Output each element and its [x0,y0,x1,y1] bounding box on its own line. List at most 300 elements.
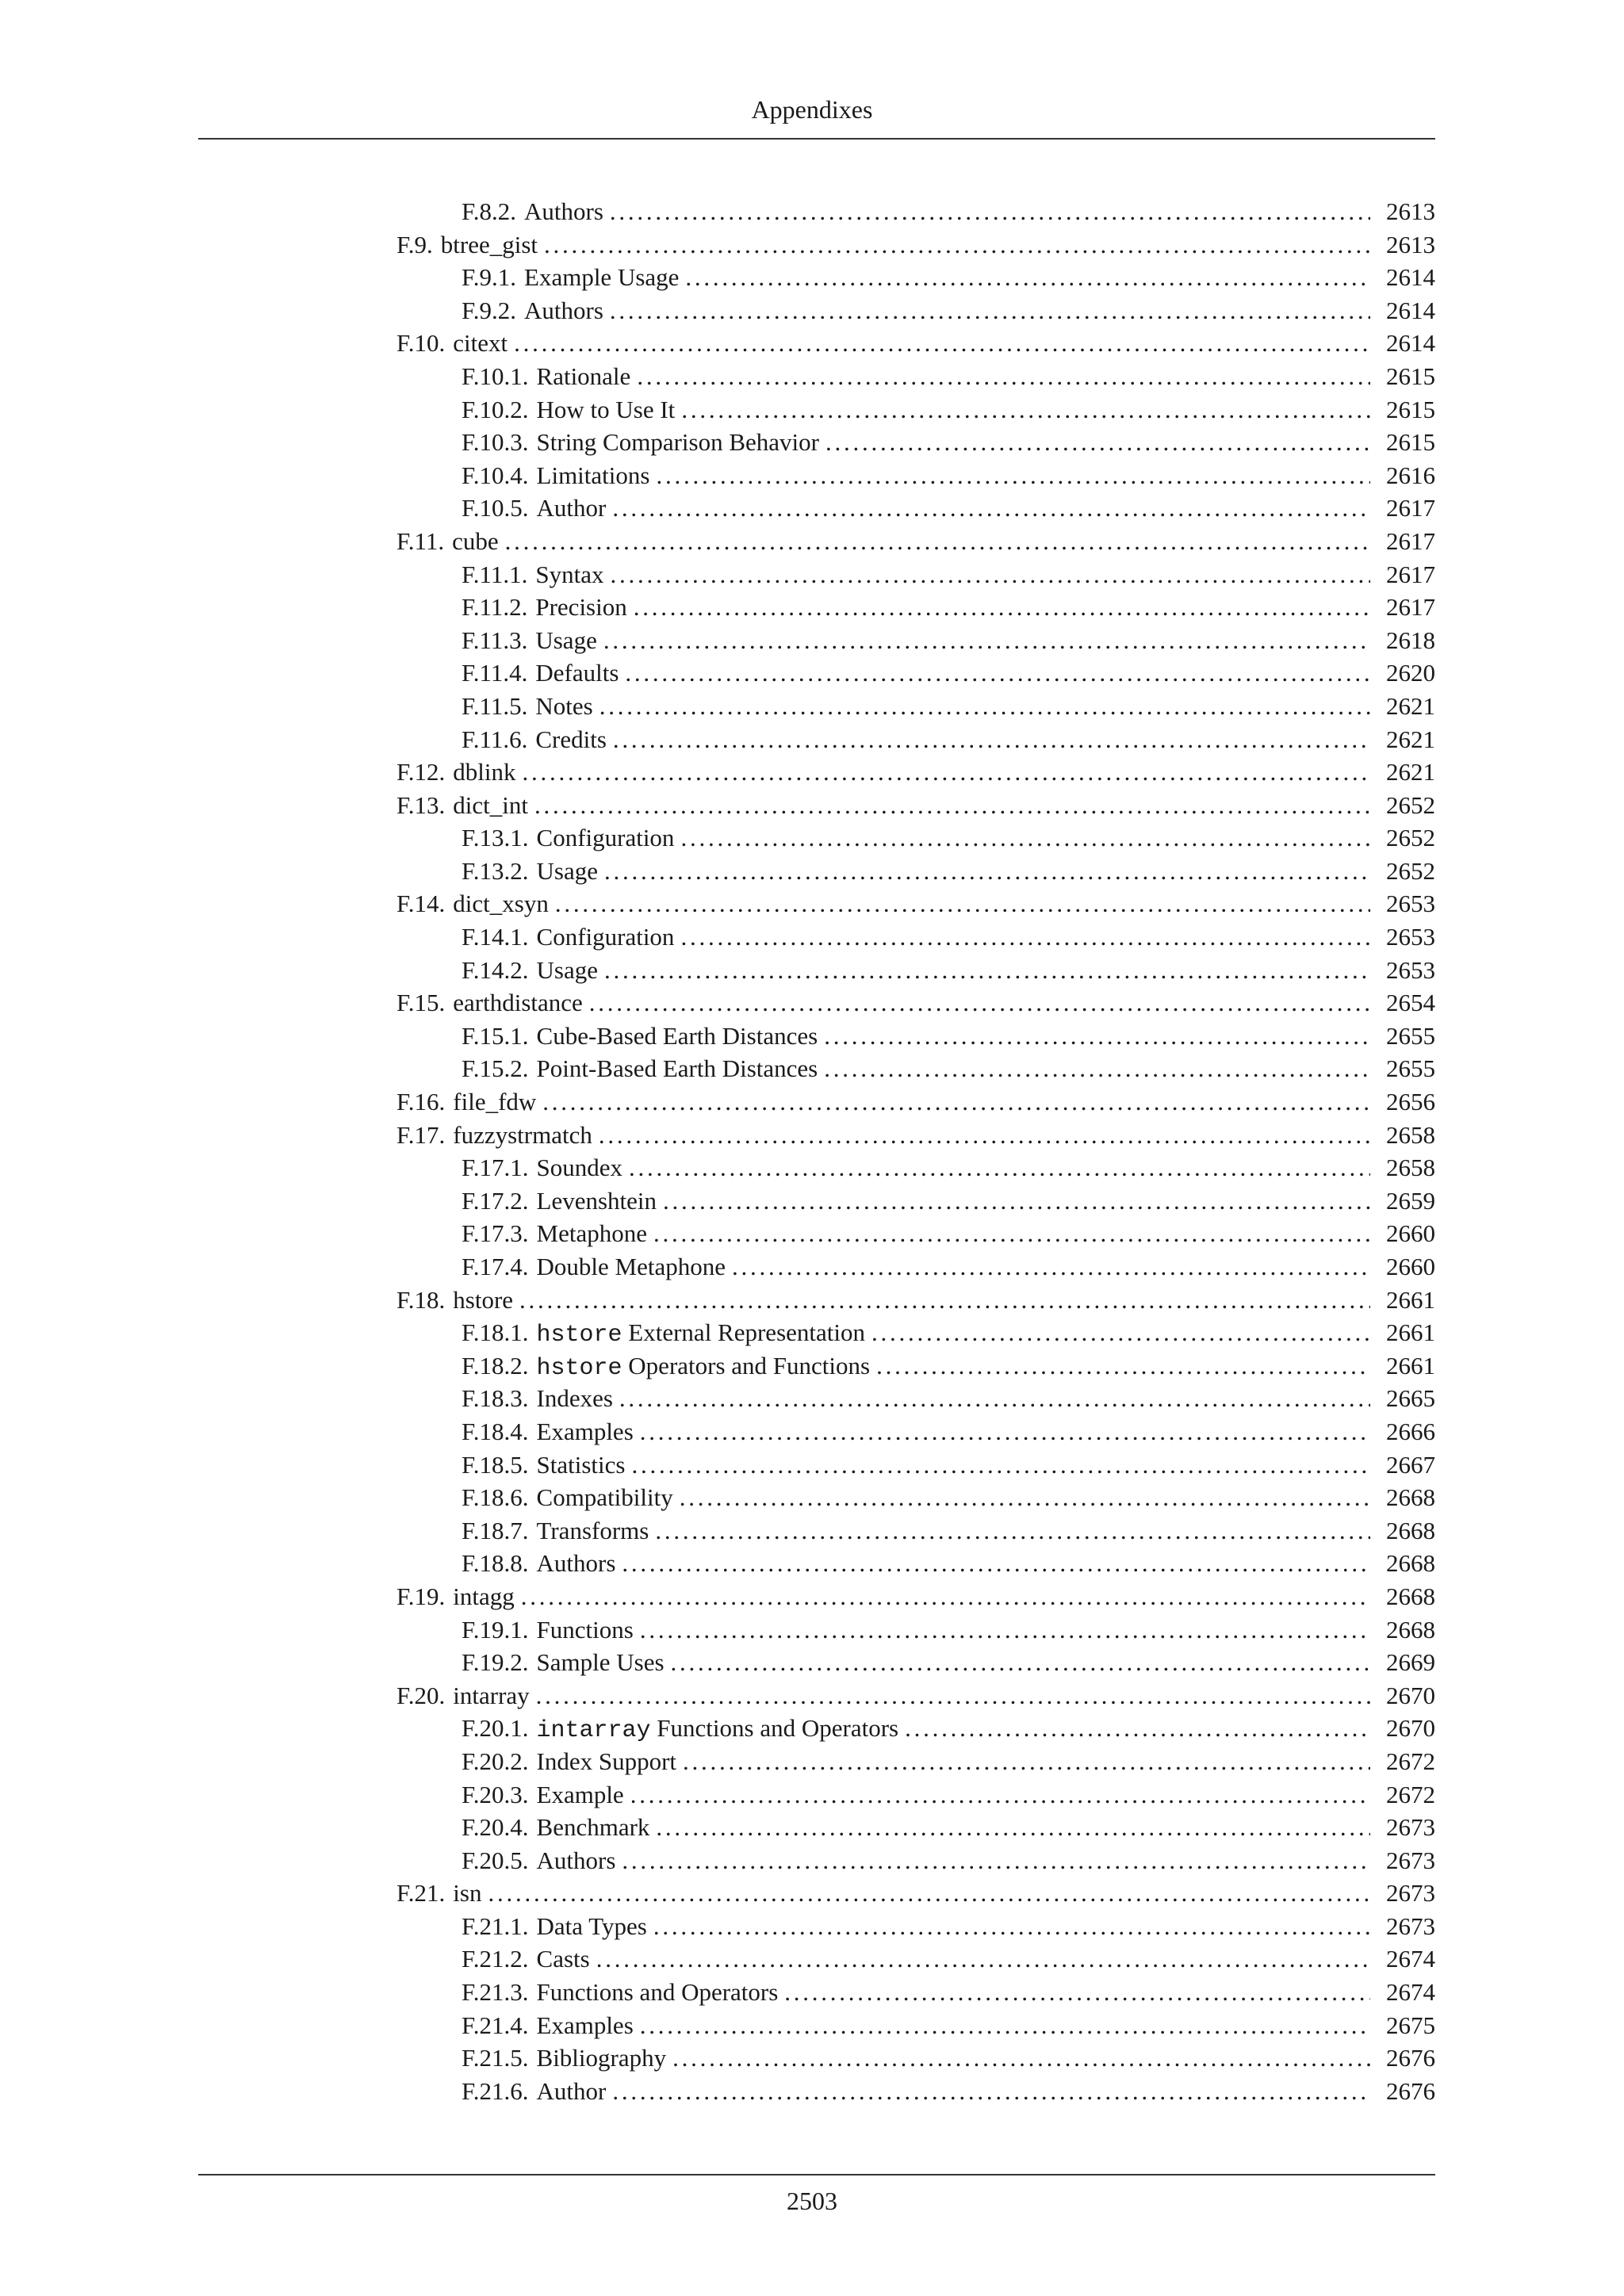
toc-entry-title: Cube-Based Earth Distances [536,1021,818,1050]
toc-entry[interactable] [396,393,1435,427]
toc-entry-page: 2617 [1386,494,1435,522]
toc-entry-page: 2621 [1386,725,1435,753]
toc-entry-title: Rationale [536,362,631,390]
toc-entry[interactable] [396,1184,1435,1218]
dot-leader [685,261,1370,294]
toc-entry-page: 2617 [1386,560,1435,588]
toc-entry-page: 2659 [1386,1186,1435,1215]
toc-entry-number: F.13.2. [462,856,529,885]
dot-leader [653,1217,1370,1250]
toc-entry-number: F.21.1. [462,1911,529,1940]
toc-entry[interactable] [396,1448,1435,1482]
dot-leader [599,1119,1370,1152]
toc-entry-title: Data Types [536,1911,647,1940]
toc-entry-title: Indexes [536,1384,613,1413]
toc-entry-code: hstore [536,1322,622,1349]
toc-entry-page: 2617 [1386,526,1435,555]
dot-leader [613,723,1370,756]
toc-entry-title-text: Operators and Functions [628,1351,871,1380]
toc-entry-page: 2652 [1386,790,1435,819]
toc-entry-page: 2652 [1386,856,1435,885]
toc-entry-number: F.14. [396,890,446,918]
toc-entry-title: Casts [536,1945,590,1973]
toc-entry-title [537,1712,899,1748]
dot-leader [610,558,1370,591]
toc-entry-code: hstore [536,1354,622,1382]
dot-leader [655,1514,1370,1548]
toc-entry[interactable] [396,2075,1435,2108]
dot-leader [640,2009,1370,2042]
toc-entry[interactable] [396,1382,1435,1415]
toc-entry-title: Notes [535,691,593,720]
toc-entry-title: Point-Based Earth Distances [536,1054,818,1083]
dot-leader [521,1580,1370,1613]
toc-entry-page: 2658 [1386,1120,1435,1149]
dot-leader [683,1745,1370,1778]
header-rule [198,138,1435,140]
dot-leader [610,294,1370,327]
dot-leader [604,855,1370,888]
toc-entry-number: F.11.1. [462,560,528,588]
dot-leader [640,1613,1370,1647]
toc-entry-title: Authors [524,197,603,225]
toc-entry-page: 2652 [1386,824,1435,852]
toc-entry-number: F.13. [396,790,446,819]
toc-entry-page: 2673 [1386,1813,1435,1842]
dot-leader [599,690,1370,723]
toc-entry[interactable] [396,228,1435,262]
toc-entry[interactable] [396,1712,1435,1745]
toc-entry-number: F.15.1. [462,1021,529,1050]
dot-leader [604,954,1370,987]
toc-entry[interactable] [396,855,1435,888]
toc-entry-number: F.18.6. [462,1483,529,1512]
toc-entry-number: F.17. [396,1120,446,1149]
toc-entry-page: 2661 [1386,1318,1435,1347]
dot-leader [825,426,1370,459]
toc-entry-page: 2655 [1386,1054,1435,1083]
toc-entry[interactable] [396,656,1435,690]
toc-entry[interactable] [396,821,1435,855]
dot-leader [681,393,1370,427]
toc-entry-page: 2661 [1386,1351,1435,1380]
toc-entry-number: F.18.5. [462,1450,529,1479]
toc-entry[interactable] [396,920,1435,954]
toc-entry-page: 2656 [1386,1088,1435,1116]
toc-entry[interactable] [396,1580,1435,1613]
toc-entry[interactable] [396,624,1435,657]
dot-leader [505,525,1370,558]
toc-entry[interactable] [396,1910,1435,1943]
dot-leader [637,360,1370,393]
toc-entry-page: 2613 [1386,230,1435,258]
toc-entry-title: Functions [536,1615,634,1644]
toc-entry[interactable] [396,1415,1435,1448]
dot-leader [905,1712,1370,1745]
toc-entry[interactable] [396,723,1435,756]
toc-entry-page: 2666 [1386,1417,1435,1445]
running-header: Appendixes [751,95,873,124]
dot-leader [622,1844,1370,1877]
toc-entry-number: F.11.5. [462,691,528,720]
toc-entry[interactable] [396,1020,1435,1053]
dot-leader [876,1349,1370,1383]
toc-entry-title: String Comparison Behavior [536,428,819,457]
toc-entry-number: F.9. [396,230,433,258]
toc-entry-title: Statistics [536,1450,626,1479]
toc-entry[interactable] [396,986,1435,1020]
toc-entry-number: F.13.1. [462,824,529,852]
toc-entry-title: fuzzystrmatch [453,1120,592,1149]
toc-entry-number: F.17.2. [462,1186,529,1215]
toc-entry-number: F.15. [396,989,446,1017]
toc-entry-page: 2674 [1386,1945,1435,1973]
toc-entry-title: Examples [536,1417,634,1445]
footer-rule [198,2174,1435,2175]
dot-leader [824,1052,1370,1085]
toc-entry[interactable] [396,1316,1435,1349]
dot-leader [544,228,1370,262]
toc-entry-number: F.21.2. [462,1945,529,1973]
dot-leader [656,459,1370,492]
toc-entry[interactable] [396,2042,1435,2075]
toc-entry-page: 2653 [1386,955,1435,984]
toc-entry-page: 2673 [1386,1846,1435,1874]
toc-entry-number: F.10.1. [462,362,529,390]
toc-entry-title: file_fdw [453,1088,537,1116]
toc-entry-number: F.10. [396,329,446,358]
toc-entry[interactable] [396,1877,1435,1910]
toc-entry-title: citext [453,329,508,358]
toc-entry-number: F.19. [396,1582,446,1610]
toc-entry-title [537,1349,871,1386]
toc-entry-title: Authors [536,1549,616,1578]
toc-entry-title: How to Use It [536,395,676,423]
toc-entry-title: isn [453,1879,482,1908]
dot-leader [519,1284,1370,1317]
toc-entry-number: F.17.3. [462,1219,529,1248]
toc-entry-page: 2616 [1386,461,1435,489]
toc-entry-number: F.18.2. [462,1351,529,1380]
toc-entry-title: Sample Uses [536,1648,665,1677]
dot-leader [680,920,1370,954]
toc-entry[interactable] [396,1217,1435,1250]
toc-entry-page: 2621 [1386,758,1435,786]
toc-entry[interactable] [396,1119,1435,1152]
toc-entry-page: 2668 [1386,1582,1435,1610]
toc-entry-number: F.21.5. [462,2044,529,2072]
toc-entry-page: 2660 [1386,1253,1435,1280]
toc-entry-number: F.19.2. [462,1648,529,1677]
toc-entry-page: 2613 [1386,197,1435,225]
dot-leader [672,2042,1370,2075]
toc-entry-title: Metaphone [536,1219,647,1248]
toc-entry-page: 2674 [1386,1978,1435,2007]
toc-entry-title: Examples [536,2011,634,2039]
toc-entry-number: F.14.2. [462,955,529,984]
dot-leader [514,327,1370,360]
dot-leader [629,1151,1370,1184]
toc-entry-number: F.15.2. [462,1054,529,1083]
toc-entry-number: F.10.3. [462,428,529,457]
dot-leader [596,1942,1370,1976]
toc-entry-number: F.9.1. [462,263,517,292]
toc-entry-number: F.11.3. [462,626,528,654]
toc-entry[interactable] [396,327,1435,360]
toc-entry[interactable] [396,1085,1435,1119]
toc-entry-page: 2653 [1386,890,1435,918]
toc-entry-title: intarray [453,1681,530,1709]
toc-entry-number: F.21. [396,1879,446,1908]
toc-entry-number: F.20.5. [462,1846,529,1874]
toc-entry-number: F.20.1. [462,1714,529,1743]
toc-entry-title-text: Functions and Operators [657,1714,899,1743]
toc-entry-number: F.18.8. [462,1549,529,1578]
toc-entry-page: 2676 [1386,2076,1435,2105]
toc-entry-page: 2660 [1386,1219,1435,1248]
dot-leader [631,1448,1370,1482]
dot-leader [589,986,1370,1020]
toc-entry-page: 2668 [1386,1549,1435,1578]
toc-entry[interactable] [396,1811,1435,1844]
toc-entry[interactable] [396,1481,1435,1514]
toc-entry-page: 2655 [1386,1021,1435,1050]
toc-entry[interactable] [396,1151,1435,1184]
toc-entry-title: Functions and Operators [536,1978,779,2007]
dot-leader [542,1085,1370,1119]
toc-entry-title: Precision [535,593,627,622]
dot-leader [534,789,1370,822]
toc-entry-number: F.11.6. [462,725,528,753]
toc-entry-number: F.20.3. [462,1780,529,1808]
toc-entry-title: Authors [524,296,603,324]
dot-leader [619,1382,1370,1415]
toc-entry[interactable] [396,1547,1435,1580]
page-number: 2503 [787,2187,837,2215]
toc-entry-title: btree_gist [440,230,538,258]
toc-entry-page: 2665 [1386,1384,1435,1413]
dot-leader [653,1910,1370,1943]
toc-entry-page: 2614 [1386,296,1435,324]
toc-entry[interactable] [396,492,1435,525]
toc-entry-number: F.20. [396,1681,446,1709]
toc-entry-page: 2668 [1386,1516,1435,1544]
toc-entry-page: 2621 [1386,691,1435,720]
toc-entry-number: F.14.1. [462,923,529,951]
dot-leader [784,1976,1370,2009]
toc-entry-title: Levenshtein [536,1186,657,1215]
toc-entry-title: Credits [535,725,607,753]
toc-entry-number: F.20.4. [462,1813,529,1842]
toc-entry-title: dblink [453,758,516,786]
toc-entry-title: dict_int [453,790,528,819]
toc-entry-page: 2672 [1386,1747,1435,1775]
toc-entry-page: 2615 [1386,428,1435,457]
toc-entry[interactable] [396,1844,1435,1877]
toc-entry-title: Configuration [536,824,675,852]
toc-entry-page: 2620 [1386,659,1435,687]
dot-leader [732,1250,1370,1284]
toc-entry[interactable] [396,525,1435,558]
toc-entry-page: 2658 [1386,1154,1435,1182]
toc-entry-page: 2672 [1386,1780,1435,1808]
toc-entry-page: 2661 [1386,1285,1435,1314]
toc-entry-page: 2675 [1386,2011,1435,2039]
dot-leader [523,756,1371,789]
toc-entry[interactable] [396,195,1435,228]
toc-entry-title: hstore [453,1285,514,1314]
toc-entry[interactable] [396,558,1435,591]
dot-leader [622,1547,1370,1580]
toc-entry-title [537,1316,865,1353]
dot-leader [663,1184,1370,1218]
toc-entry-number: F.11. [396,526,445,555]
toc-entry-number: F.18. [396,1285,446,1314]
toc-entry-number: F.21.3. [462,1978,529,2007]
toc-entry-title: Example [536,1780,624,1808]
toc-entry-number: F.10.4. [462,461,529,489]
toc-entry-title: cube [452,526,499,555]
toc-entry-number: F.18.7. [462,1516,529,1544]
dot-leader [634,591,1370,624]
dot-leader [555,887,1370,920]
toc-entry-title: Author [536,2076,607,2105]
toc-entry-page: 2614 [1386,329,1435,358]
toc-entry-number: F.10.2. [462,395,529,423]
dot-leader [824,1020,1370,1053]
toc-entry-number: F.21.6. [462,2076,529,2105]
toc-entry-number: F.16. [396,1088,446,1116]
toc-entry-title: Limitations [536,461,650,489]
toc-entry-title: Usage [535,626,597,654]
toc-entry-page: 2673 [1386,1911,1435,1940]
toc-entry[interactable] [396,1679,1435,1712]
toc-entry-title: Transforms [536,1516,649,1544]
toc-entry-title: Usage [536,856,598,885]
toc-entry-title-text: External Representation [628,1318,865,1347]
toc-entry-title: Soundex [536,1154,623,1182]
toc-entry-page: 2669 [1386,1648,1435,1677]
toc-entry-page: 2618 [1386,626,1435,654]
dot-leader [625,656,1370,690]
toc-entry-number: F.12. [396,758,446,786]
toc-entry[interactable] [396,1646,1435,1679]
dot-leader [603,624,1370,657]
dot-leader [680,821,1370,855]
toc-entry-page: 2653 [1386,923,1435,951]
toc-entry-page: 2617 [1386,593,1435,622]
toc-entry[interactable] [396,591,1435,624]
toc-entry-page: 2673 [1386,1879,1435,1908]
toc-entry-page: 2670 [1386,1681,1435,1709]
dot-leader [536,1679,1370,1712]
toc-entry-title: Double Metaphone [536,1253,726,1280]
toc-entry-page: 2615 [1386,395,1435,423]
toc-entry-title: Defaults [535,659,619,687]
toc-entry-page: 2654 [1386,989,1435,1017]
dot-leader [671,1646,1370,1679]
toc-entry-title: Index Support [536,1747,677,1775]
toc-entry[interactable] [396,1942,1435,1976]
toc-entry[interactable] [396,789,1435,822]
toc-entry[interactable] [396,1284,1435,1317]
dot-leader [610,195,1370,228]
toc-entry[interactable] [396,426,1435,459]
toc-entry-number: F.9.2. [462,296,517,324]
toc-entry-number: F.18.3. [462,1384,529,1413]
toc-entry[interactable] [396,1613,1435,1647]
toc-entry[interactable] [396,1745,1435,1778]
toc-entry-title: Author [536,494,607,522]
dot-leader [680,1481,1370,1514]
toc-entry-page: 2614 [1386,263,1435,292]
toc-entry[interactable] [396,1778,1435,1812]
dot-leader [656,1811,1370,1844]
toc-entry-title: intagg [453,1582,515,1610]
toc-entry-page: 2667 [1386,1450,1435,1479]
toc-entry-number: F.19.1. [462,1615,529,1644]
toc-entry[interactable] [396,690,1435,723]
toc-entry[interactable] [396,756,1435,789]
toc-entry-page: 2668 [1386,1615,1435,1644]
toc-entry-title: Authors [536,1846,616,1874]
toc-entry-number: F.8.2. [462,197,517,225]
toc-entry-title: Syntax [535,560,604,588]
toc-entry[interactable] [396,1250,1435,1284]
toc-entry[interactable] [396,1052,1435,1085]
toc-entry-number: F.20.2. [462,1747,529,1775]
toc-entry-title: Benchmark [536,1813,650,1842]
toc-entry-number: F.17.4. [462,1253,529,1280]
dot-leader [630,1778,1370,1812]
toc-entry-title: Example Usage [524,263,680,292]
toc-entry[interactable] [396,1349,1435,1383]
table-of-contents [396,195,1435,2107]
toc-entry-title: Usage [536,955,598,984]
toc-entry[interactable] [396,1976,1435,2009]
dot-leader [488,1877,1370,1910]
toc-entry[interactable] [396,887,1435,920]
toc-entry[interactable] [396,954,1435,987]
toc-entry-number: F.11.2. [462,593,528,622]
toc-entry-title: dict_xsyn [453,890,549,918]
toc-entry-page: 2676 [1386,2044,1435,2072]
toc-entry[interactable] [396,2009,1435,2042]
dot-leader [612,492,1370,525]
dot-leader [612,2075,1370,2108]
toc-entry-page: 2615 [1386,362,1435,390]
toc-entry-title: Bibliography [536,2044,667,2072]
dot-leader [871,1316,1370,1349]
toc-entry-code: intarray [536,1717,651,1745]
dot-leader [640,1415,1370,1448]
toc-entry[interactable] [396,294,1435,327]
toc-entry[interactable] [396,459,1435,492]
toc-entry[interactable] [396,261,1435,294]
toc-entry-number: F.10.5. [462,494,529,522]
toc-entry-number: F.11.4. [462,659,528,687]
toc-entry[interactable] [396,1514,1435,1548]
toc-entry-number: F.18.4. [462,1417,529,1445]
toc-entry-title: Compatibility [536,1483,673,1512]
toc-entry-page: 2670 [1386,1714,1435,1743]
toc-entry-page: 2668 [1386,1483,1435,1512]
toc-entry-number: F.21.4. [462,2011,529,2039]
toc-entry-number: F.17.1. [462,1154,529,1182]
toc-entry-number: F.18.1. [462,1318,529,1347]
toc-entry-title: earthdistance [453,989,583,1017]
toc-entry[interactable] [396,360,1435,393]
